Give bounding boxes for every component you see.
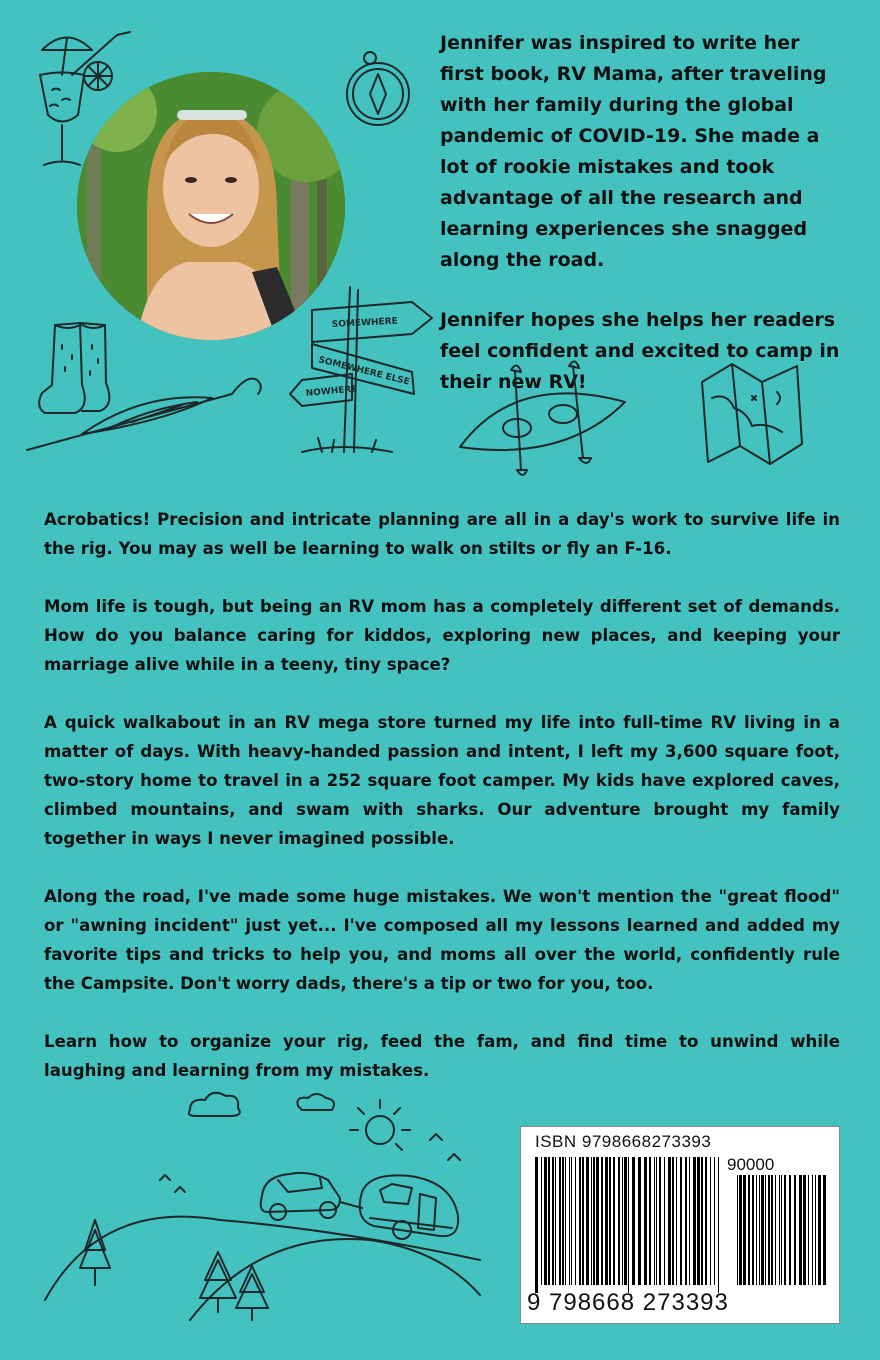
barcode-bar — [781, 1175, 782, 1285]
barcode-bar — [668, 1157, 671, 1285]
barcode-bar — [644, 1157, 647, 1285]
addon-barcode-bars — [735, 1175, 831, 1293]
barcode-bar — [624, 1157, 627, 1285]
barcode-bar — [605, 1157, 608, 1285]
barcode-bar — [593, 1157, 595, 1285]
isbn-label: ISBN 9798668273393 — [535, 1132, 712, 1151]
barcode-bar — [552, 1157, 554, 1285]
blurb-paragraph: Mom life is tough, but being an RV mom has a completely different set of demands. How do you balance caring for kiddos, exploring new places, and keeping your marriage alive while in a teeny, tiny space? — [44, 597, 840, 674]
signpost-sign-somewhere-else: SOMEWHERE ELSE — [317, 355, 411, 388]
barcode-bar — [756, 1175, 757, 1285]
kayak-icon — [455, 362, 635, 482]
barcode-bar — [672, 1157, 674, 1285]
barcode-bar — [562, 1157, 564, 1285]
barcode-bar — [701, 1157, 703, 1285]
barcode-bar — [656, 1157, 657, 1285]
barcode-bar — [739, 1175, 742, 1285]
barcode-bar — [575, 1157, 576, 1285]
bio-paragraph: Jennifer hopes she helps her readers feel confident and excited to camp in their new RV! — [440, 309, 840, 393]
barcode-bar — [771, 1175, 773, 1285]
barcode-bar — [632, 1157, 635, 1285]
umbrella-icon — [22, 372, 272, 462]
barcode-bar — [565, 1157, 566, 1285]
barcode-bar — [714, 1157, 715, 1285]
barcode-bar — [818, 1175, 821, 1285]
isbn-digits: 9 798668 273393 — [527, 1289, 729, 1316]
barcode-bar — [799, 1175, 802, 1285]
barcode-bar — [548, 1157, 550, 1285]
barcode-bar — [752, 1175, 754, 1285]
blurb-paragraph: Learn how to organize your rig, feed the fam, and find time to unwind while laughing and learning from my mistakes. — [44, 1032, 840, 1080]
barcode-bar — [618, 1157, 620, 1285]
barcode-bar — [569, 1157, 570, 1285]
barcode-bar — [649, 1157, 651, 1285]
barcode-bar — [685, 1157, 687, 1285]
barcode-bar — [628, 1157, 629, 1293]
barcode-bar — [705, 1157, 707, 1285]
signpost-icon — [282, 282, 442, 462]
barcode-bar — [759, 1175, 760, 1285]
barcode-bar — [794, 1175, 796, 1285]
blurb-paragraph: A quick walkabout in an RV mega store turned my life into full-time RV living in a matter of days. With heavy-handed passion and intent, I left my 3,600 square foot, two-story home to travel in a 252 square foot camper. My kids have explored caves, climbed mountains, and swam with sharks. Our adventure brought my family together in ways I never imagined possible. — [44, 713, 840, 848]
barcode-bar — [659, 1157, 661, 1285]
isbn-barcode — [520, 1126, 840, 1324]
barcode-bar — [586, 1157, 589, 1285]
barcode-bar — [737, 1175, 738, 1285]
barcode-bar — [601, 1157, 603, 1285]
barcode-bar — [609, 1157, 611, 1285]
barcode-bar — [591, 1157, 592, 1285]
barcode-bar — [541, 1157, 542, 1285]
barcode-bar — [815, 1175, 816, 1285]
price-code: 90000 — [727, 1155, 775, 1174]
barcode-bar — [676, 1157, 677, 1285]
barcode-bar — [743, 1175, 746, 1285]
barcode-bar — [579, 1157, 581, 1285]
barcode-bar — [622, 1157, 623, 1285]
barcode-bar — [654, 1157, 655, 1285]
barcode-bar — [779, 1175, 780, 1285]
barcode-bar — [808, 1175, 809, 1285]
barcode-bar — [535, 1157, 538, 1293]
barcode-bar — [768, 1175, 770, 1285]
barcode-bar — [596, 1157, 599, 1285]
barcode-bar — [638, 1157, 641, 1285]
barcode-bar — [803, 1175, 806, 1285]
barcode-bar — [775, 1175, 776, 1285]
barcode-bar — [784, 1175, 786, 1285]
barcode-bar — [555, 1157, 556, 1285]
barcode-bar — [680, 1157, 682, 1285]
bio-paragraph: Jennifer was inspired to write her first book, RV Mama, after traveling with her family during the global pandemic of COVID-19. She made a lot of rookie mistakes and took advantage of all the research and learning experiences she snagged along the road. — [440, 32, 827, 271]
barcode-bar — [761, 1175, 764, 1285]
blurb-paragraph: Along the road, I've made some huge mistakes. We won't mention the "great flood" or "awning incident" just yet... I've composed all my lessons learned and added my favorite tips and tricks to help you, and moms all over the world, confidently rule the Campsite. Don't worry dads, there's a tip or two for you, too. — [44, 887, 840, 993]
barcode-bar — [823, 1175, 826, 1285]
barcode-bar — [559, 1157, 561, 1285]
blurb-paragraph: Acrobatics! Precision and intricate planning are all in a day's work to survive life in the rig. You may as well be learning to walk on stilts or fly an F-16. — [44, 510, 840, 558]
map-icon — [692, 352, 812, 472]
barcode-bar — [697, 1157, 700, 1285]
car-camper-landscape-icon — [40, 1080, 490, 1330]
barcode-bar — [544, 1157, 547, 1285]
barcode-bar — [718, 1157, 719, 1293]
barcode-bar — [765, 1175, 766, 1285]
signpost-sign-somewhere: SOMEWHERE — [331, 316, 399, 330]
barcode-bar — [689, 1157, 690, 1285]
barcode-bar — [710, 1157, 711, 1285]
barcode-bar — [789, 1175, 791, 1285]
barcode-bar — [812, 1175, 813, 1285]
barcode-bar — [664, 1157, 665, 1285]
barcode-bar — [613, 1157, 615, 1285]
barcode-bar — [693, 1157, 696, 1285]
barcode-bar — [748, 1175, 750, 1285]
signpost-sign-nowhere: NOWHERE — [305, 384, 358, 399]
compass-icon — [338, 48, 423, 128]
barcode-bar — [582, 1157, 584, 1285]
barcode-bar — [571, 1157, 572, 1285]
barcode-bars — [533, 1157, 723, 1293]
